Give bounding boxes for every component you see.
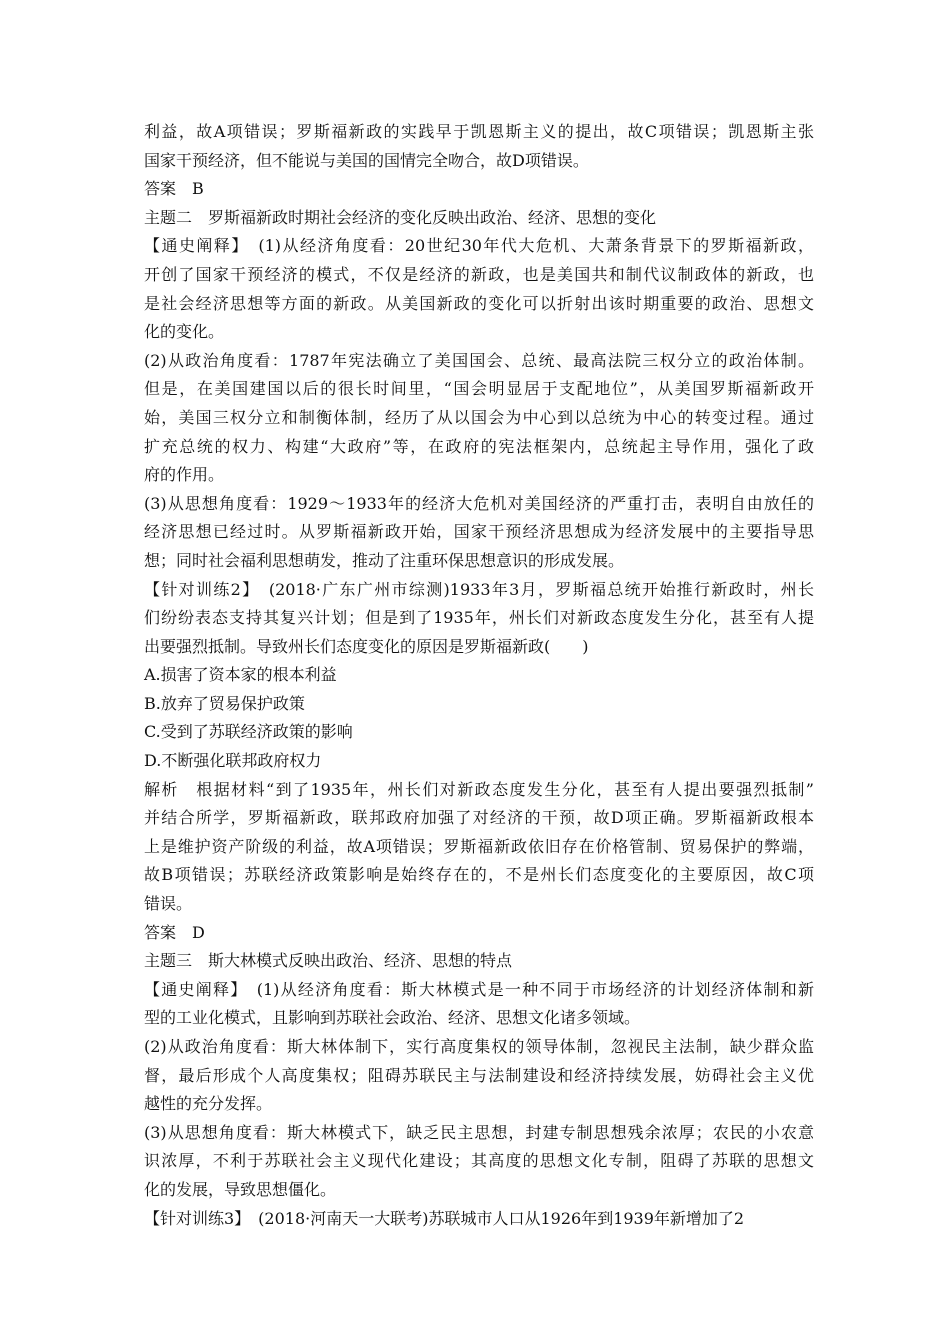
option-d: D.不断强化联邦政府权力 [144, 751, 322, 771]
body-line: 国家干预经济，但不能说与美国的国情完全吻合，故D项错误。 [144, 150, 589, 170]
body-line: 【通史阐释】 (1)从经济角度看：斯大林模式是一种不同于市场经济的计划经济体制和新 [144, 979, 814, 999]
body-line: 化的发展，导致思想僵化。 [144, 1179, 337, 1199]
body-line: (3)从思想角度看：1929～1933年的经济大危机对美国经济的严重打击，表明自由放任的 [144, 493, 814, 513]
option-a: A.损害了资本家的根本利益 [144, 665, 337, 685]
body-line: 想；同时社会福利思想萌发，推动了注重环保思想意识的形成发展。 [144, 550, 625, 570]
body-line: 开创了国家干预经济的模式，不仅是经济的新政，也是美国共和制代议制政体的新政，也 [144, 264, 814, 284]
body-line: 【通史阐释】 (1)从经济角度看：20世纪30年代大危机、大萧条背景下的罗斯福新政， [144, 236, 814, 256]
body-line: (2)从政治角度看：1787年宪法确立了美国国会、总统、最高法院三权分立的政治体制。 [144, 350, 814, 370]
answer-line: 答案 D [144, 922, 205, 942]
analysis-line: 解析 根据材料“到了1935年，州长们对新政态度发生分化，甚至有人提出要强烈抵制” [144, 779, 814, 799]
body-line: (2)从政治角度看：斯大林体制下，实行高度集权的领导体制，忽视民主法制，缺少群众监 [144, 1037, 814, 1056]
answer-line: 答案 B [144, 179, 204, 199]
exercise-line: 【针对训练3】 (2018·河南天一大联考)苏联城市人口从1926年到1939年新增加了2 [144, 1208, 745, 1228]
exercise-line: 们纷纷表态支持其复兴计划；但是到了1935年，州长们对新政态度发生分化，甚至有人提 [144, 608, 814, 628]
body-line: 府的作用。 [144, 465, 225, 485]
body-line: 利益，故A项错误；罗斯福新政的实践早于凯恩斯主义的提出，故C项错误；凯恩斯主张 [144, 122, 814, 141]
analysis-line: 并结合所学，罗斯福新政，联邦政府加强了对经济的干预，故D项正确。罗斯福新政根本 [144, 808, 814, 828]
section-heading: 主题三 斯大林模式反映出政治、经济、思想的特点 [144, 951, 513, 971]
body-line: 经济思想已经过时。从罗斯福新政开始，国家干预经济思想成为经济发展中的主要指导思 [144, 522, 814, 542]
body-line: 化的变化。 [144, 322, 225, 342]
body-line: 型的工业化模式，且影响到苏联社会政治、经济、思想文化诸多领域。 [144, 1008, 641, 1028]
section-heading: 主题二 罗斯福新政时期社会经济的变化反映出政治、经济、思想的变化 [144, 207, 657, 227]
option-c: C.受到了苏联经济政策的影响 [144, 722, 353, 742]
option-b: B.放弃了贸易保护政策 [144, 693, 305, 713]
body-line: 督，最后形成个人高度集权；阻碍苏联民主与法制建设和经济持续发展，妨碍社会主义优 [144, 1065, 814, 1085]
analysis-line: 错误。 [144, 894, 193, 914]
body-line: 始，美国三权分立和制衡体制，经历了从以国会为中心到以总统为中心的转变过程。通过 [144, 407, 814, 427]
body-line: 识浓厚，不利于苏联社会主义现代化建设；其高度的思想文化专制，阻碍了苏联的思想文 [144, 1151, 814, 1171]
body-line: 是社会经济思想等方面的新政。从美国新政的变化可以折射出该时期重要的政治、思想文 [144, 293, 814, 313]
analysis-line: 故B项错误；苏联经济政策影响是始终存在的，不是州长们态度变化的主要原因，故C项 [144, 865, 814, 885]
exercise-line: 出要强烈抵制。导致州长们态度变化的原因是罗斯福新政( ) [144, 636, 589, 656]
exercise-line: 【针对训练2】 (2018·广东广州市综测)1933年3月，罗斯福总统开始推行新政时，州长 [144, 579, 814, 599]
analysis-line: 上是维护资产阶级的利益，故A项错误；罗斯福新政依旧存在价格管制、贸易保护的弊端， [144, 836, 814, 856]
body-line: (3)从思想角度看：斯大林模式下，缺乏民主思想，封建专制思想残余浓厚；农民的小农意 [144, 1122, 814, 1142]
body-line: 但是，在美国建国以后的很长时间里，“国会明显居于支配地位”，从美国罗斯福新政开 [144, 379, 814, 399]
document-body [144, 118, 814, 1233]
body-line: 扩充总统的权力、构建“大政府”等，在政府的宪法框架内，总统起主导作用，强化了政 [144, 436, 814, 456]
body-line: 越性的充分发挥。 [144, 1094, 273, 1114]
